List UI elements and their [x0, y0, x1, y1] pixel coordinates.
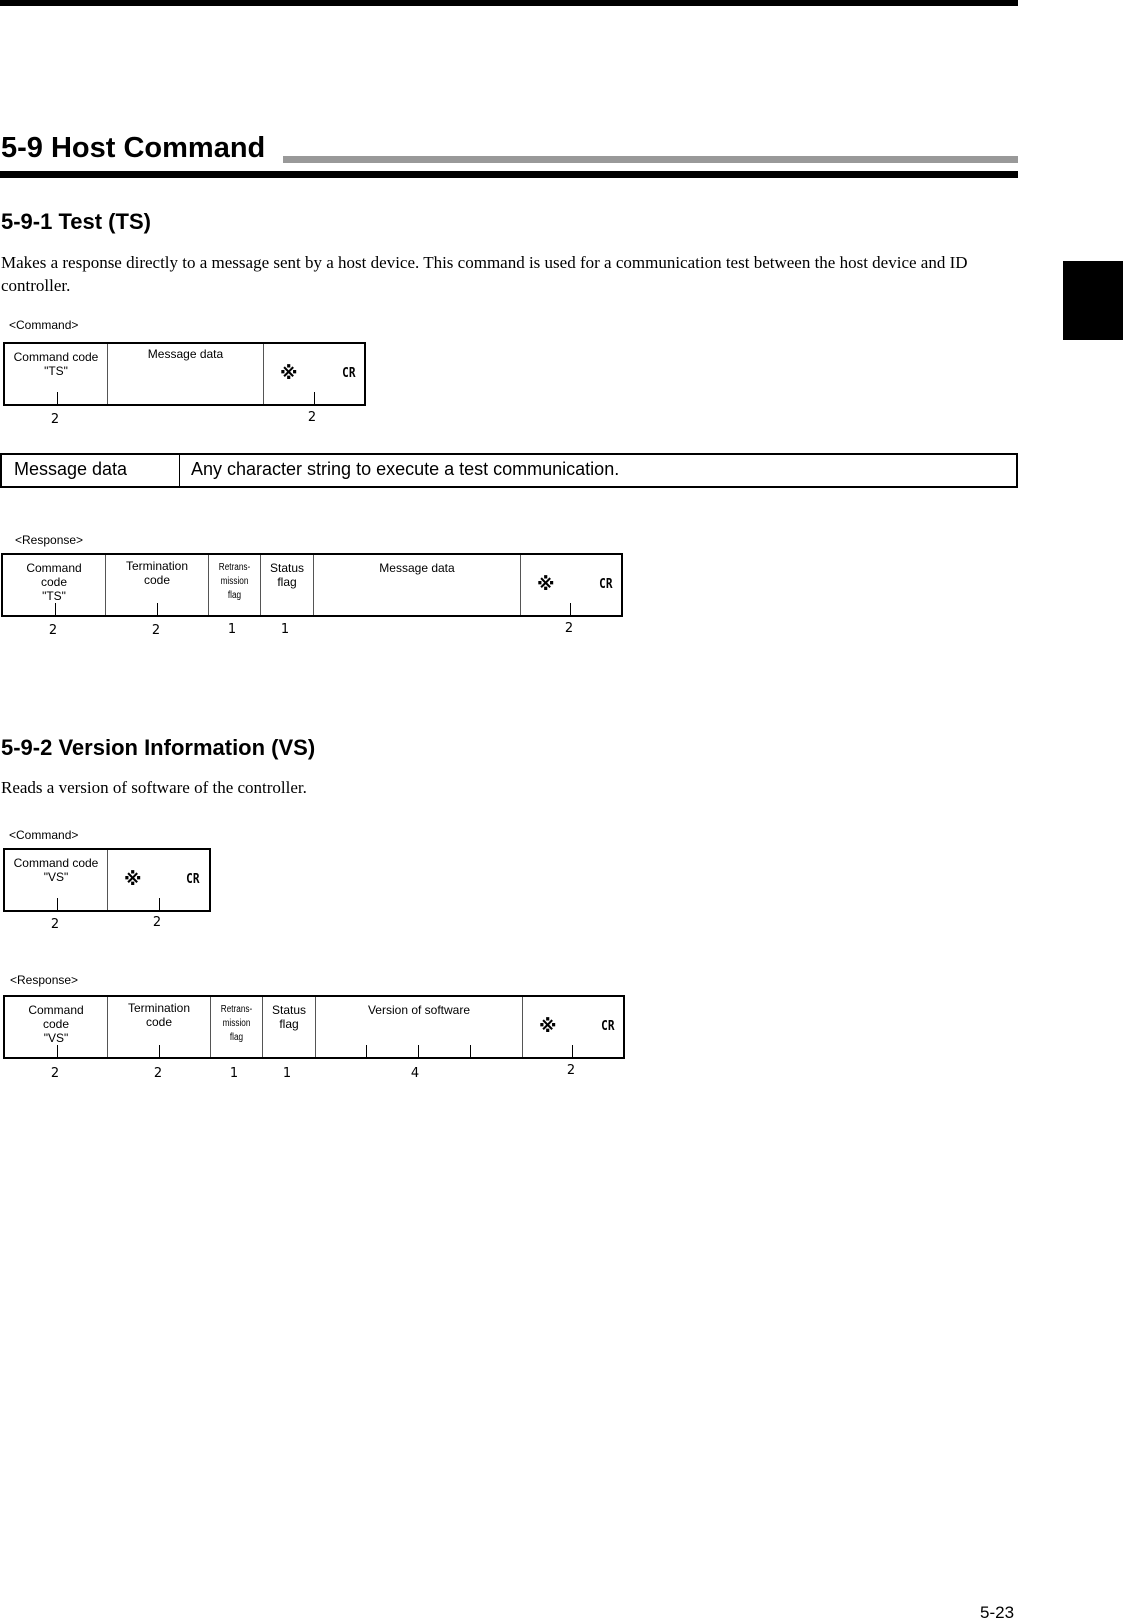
ts-resp-retransmission-flag-text: Retrans- mission flag: [218, 562, 251, 601]
ts-response-label: <Response>: [15, 533, 84, 547]
length-tick: [159, 898, 160, 911]
ts-resp-message-data-text: Message data: [379, 561, 455, 575]
ts-definition-term: Message data: [14, 459, 128, 479]
cr-symbol: CR: [186, 872, 200, 887]
vs-resp-command-code-text: Command code "VS": [28, 1003, 84, 1045]
length-digit: 2: [566, 1063, 576, 1078]
asterisk-icon: ※: [539, 1016, 557, 1037]
length-tick: [570, 603, 571, 616]
length-tick: [572, 1045, 573, 1058]
ts-heading: 5-9-1 Test (TS): [1, 209, 151, 234]
vs-response-frame: [3, 995, 625, 1059]
ts-message-data-cell: [108, 344, 264, 404]
asterisk-icon: ※: [537, 574, 555, 595]
length-digit: 2: [307, 410, 317, 425]
section-title-black-rule: [0, 171, 1018, 178]
vs-resp-status-flag-text: Status flag: [271, 1003, 307, 1031]
length-digit: 1: [280, 622, 290, 637]
ts-resp-retransmission-flag-cell: [209, 555, 261, 615]
ts-command-frame: [3, 342, 366, 406]
chapter-tab-marker: [1063, 261, 1123, 340]
length-tick: [55, 603, 56, 616]
page-number: 5-23: [980, 1603, 1015, 1622]
length-tick: [314, 392, 315, 405]
top-rule: [0, 0, 1018, 6]
length-digit: 2: [564, 621, 574, 636]
vs-resp-termination-code-text: Termination code: [127, 1001, 191, 1029]
asterisk-icon: ※: [280, 363, 298, 384]
length-tick: [57, 1045, 58, 1058]
length-digit: 1: [229, 1066, 239, 1081]
asterisk-icon: ※: [124, 869, 142, 890]
length-tick: [470, 1045, 471, 1058]
ts-resp-status-flag-cell: [261, 555, 314, 615]
vs-command-label: <Command>: [9, 828, 79, 842]
length-digit: 2: [153, 1066, 163, 1081]
ts-resp-terminator-cell: [521, 555, 621, 615]
length-tick: [366, 1045, 367, 1058]
length-tick: [157, 603, 158, 616]
ts-resp-message-data-cell: [314, 555, 521, 615]
length-digit: 1: [282, 1066, 292, 1081]
section-title-grey-rule: [283, 156, 1018, 163]
ts-definition-desc: Any character string to execute a test communication.: [191, 459, 620, 479]
vs-response-label: <Response>: [10, 973, 79, 987]
vs-resp-retransmission-flag-text: Retrans- mission flag: [220, 1004, 253, 1043]
cr-symbol: CR: [342, 366, 356, 381]
section-title: 5-9 Host Command: [1, 132, 266, 164]
ts-command-label: <Command>: [9, 318, 79, 332]
length-digit: 2: [152, 915, 162, 930]
vs-resp-version-cell: [316, 997, 523, 1057]
vs-resp-terminator-cell: [523, 997, 623, 1057]
vs-command-frame: [3, 848, 211, 912]
ts-resp-status-flag-text: Status flag: [269, 561, 305, 589]
length-digit: 4: [410, 1066, 420, 1081]
vs-heading: 5-9-2 Version Information (VS): [1, 735, 316, 760]
ts-message-data-text: Message data: [147, 347, 224, 361]
ts-definition-table: [0, 453, 1018, 488]
ts-resp-command-code-text: Command code "TS": [26, 561, 82, 603]
length-tick: [159, 1045, 160, 1058]
ts-description: Makes a response directly to a message sent by a host device. This command is used for a communication test between the host device and ID controller.: [1, 253, 968, 295]
cr-symbol: CR: [601, 1019, 615, 1034]
length-tick: [418, 1045, 419, 1058]
vs-resp-retransmission-flag-cell: [211, 997, 263, 1057]
vs-description: Reads a version of software of the controller.: [1, 778, 307, 797]
length-digit: 2: [48, 623, 58, 638]
ts-definition-divider: [179, 455, 180, 486]
ts-resp-termination-code-text: Termination code: [125, 559, 189, 587]
length-digit: 2: [50, 917, 60, 932]
cr-symbol: CR: [599, 577, 613, 592]
ts-response-frame: [1, 553, 623, 617]
vs-resp-status-flag-cell: [263, 997, 316, 1057]
vs-resp-version-text: Version of software: [367, 1003, 471, 1017]
length-digit: 2: [151, 623, 161, 638]
length-tick: [57, 392, 58, 405]
length-digit: 2: [50, 1066, 60, 1081]
length-tick: [57, 898, 58, 911]
length-digit: 1: [227, 622, 237, 637]
vs-command-code-text: Command code "VS": [13, 856, 99, 884]
ts-command-code-text: Command code "TS": [13, 350, 99, 378]
length-digit: 2: [50, 412, 60, 427]
